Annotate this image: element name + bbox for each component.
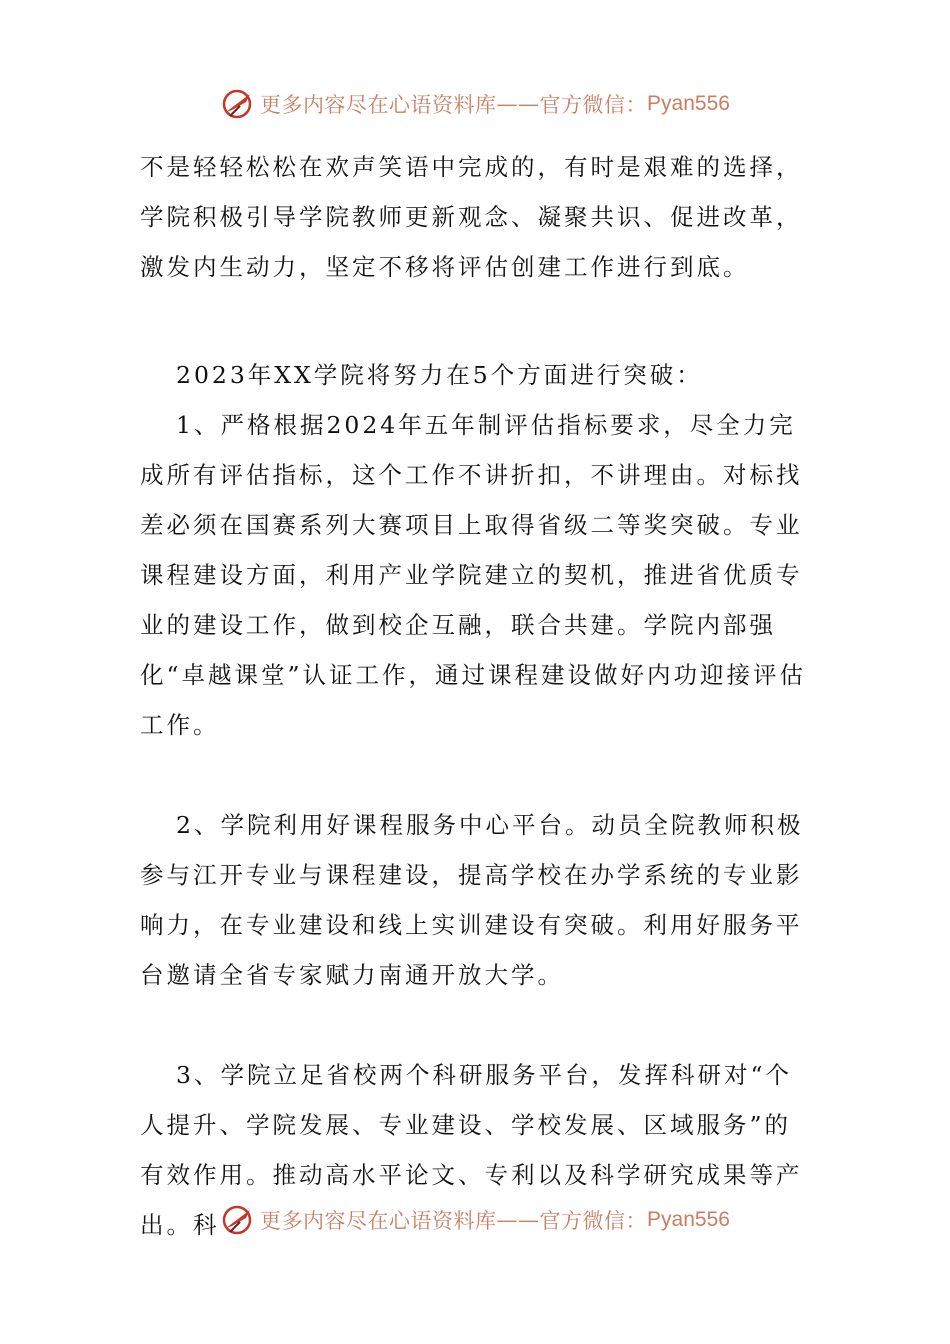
header-dash: —— bbox=[496, 92, 540, 116]
footer-site-name: 更多内容尽在心语资料库 bbox=[260, 1209, 497, 1233]
item-3-paragraph: 3、学院立足省校两个科研服务平台，发挥科研对“个人提升、学院发展、专业建设、学校发展、区域服务”的有效作用。推动高水平论文、专利以及科学研究成果等产出。科 bbox=[140, 1061, 803, 1239]
paragraph-continued: 不是轻轻松松在欢声笑语中完成的，有时是艰难的选择，学院积极引导学院教师更新观念、凝聚共识、促进改革，激发内生动力，坚定不移将评估创建工作进行到底。 bbox=[140, 153, 803, 281]
header-wechat-label: 官方微信： bbox=[539, 93, 648, 117]
footer-wechat-id: Pyan556 bbox=[647, 1208, 730, 1231]
quill-logo-icon bbox=[220, 86, 256, 122]
quill-logo-icon bbox=[220, 1202, 256, 1238]
intro-paragraph: 2023年XX学院将努力在5个方面进行突破： bbox=[176, 361, 703, 389]
footer-banner bbox=[0, 1200, 950, 1240]
document-body bbox=[140, 142, 815, 1250]
footer-wechat-label: 官方微信： bbox=[539, 1209, 648, 1233]
header-wechat-id: Pyan556 bbox=[647, 92, 730, 115]
item-1-paragraph: 1、严格根据2024年五年制评估指标要求，尽全力完成所有评估指标，这个工作不讲折扣，不讲理由。对标找差必须在国赛系列大赛项目上取得省级二等奖突破。专业课程建设方面，利用产业学院建立的契机，推进省优质专业的建设工作，做到校企互融，联合共建。学院内部强化“卓越课堂”认证工作，通过课程建设做好内功迎接评估工作。 bbox=[140, 411, 807, 739]
footer-dash: —— bbox=[496, 1208, 540, 1232]
header-site-name: 更多内容尽在心语资料库 bbox=[260, 93, 497, 117]
header-banner bbox=[0, 84, 950, 124]
item-2-paragraph: 2、学院利用好课程服务中心平台。动员全院教师积极参与江开专业与课程建设，提高学校在办学系统的专业影响力，在专业建设和线上实训建设有突破。利用好服务平台邀请全省专家赋力南通开放大学。 bbox=[140, 811, 804, 989]
